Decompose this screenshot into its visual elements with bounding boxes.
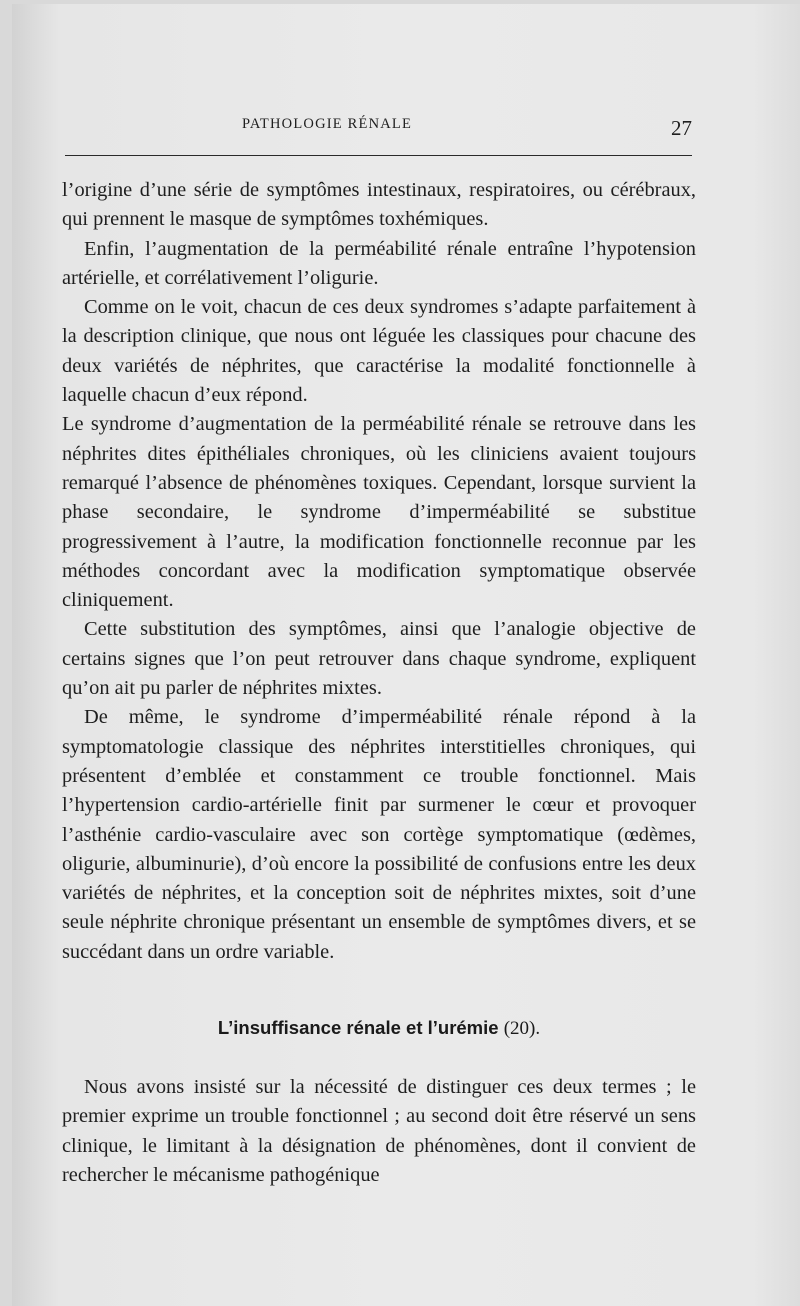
paragraph: Comme on le voit, chacun de ces deux syndromes s’adapte parfaitement à la description clinique, que nous ont léguée les classiques pour chacune des deux variétés de néphrites, que caractérise la modalité fonctionnelle à laquelle chacun d’eux répond. (62, 296, 696, 407)
paragraph: Enfin, l’augmentation de la perméabilité rénale entraîne l’hypotension artérielle, et corrélativement l’oligurie. (62, 237, 696, 289)
section-reference: (20). (503, 1018, 541, 1039)
page-header (62, 108, 692, 148)
paragraph: Nous avons insisté sur la nécessité de distinguer ces deux termes ; le premier exprime un trouble fonctionnel ; au second doit être réservé un sens clinique, le limitant à la désignation de phénomènes, dont il convient de rechercher le mécanisme pathogénique (62, 1076, 696, 1186)
section-title: L’insuffisance rénale et l’urémie (217, 1017, 499, 1038)
paragraph: De même, le syndrome d’imperméabilité rénale répond à la symptomatologie classique des néphrites interstitielles chroniques, qui présentent d’emblée et constamment ce trouble fonctionnel. Mais l’hypertension cardio-artérielle finit par surmener le cœur et provoquer l’asthénie cardio-vasculaire avec son cortège symptomatique (œdèmes, oligurie, albuminurie), d’où encore la possibilité de confusions entre les deux variétés de néphrites, et la conception soit de néphrites mixtes, soit d’une seule néphrite chronique présentant un ensemble de symptômes divers, et se succédant dans un ordre variable. (62, 706, 696, 963)
paragraph: l’origine d’une série de symptômes intestinaux, respiratoires, ou cérébraux, qui prennent le masque de symptômes toxhémiques. (62, 179, 696, 231)
paragraph: Cette substitution des symptômes, ainsi que l’analogie objective de certains signes que l’on peut retrouver dans chaque syndrome, expliquent qu’on ait pu parler de néphrites mixtes. (62, 618, 696, 700)
paragraph: Le syndrome d’augmentation de la perméabilité rénale se retrouve dans les néphrites dites épithéliales chroniques, où les cliniciens avaient toujours remarqué l’absence de phénomènes toxiques. Cependant, lorsque survient la phase secondaire, le syndrome d’imperméabilité se substitue progressivement à l’autre, la modification fonctionnelle reconnue par les méthodes concordant avec la modification symptomatique observée cliniquement. (62, 413, 696, 612)
section-heading (62, 1017, 696, 1040)
section-text (62, 1073, 696, 1190)
main-text (62, 176, 696, 967)
book-page (12, 4, 800, 1306)
page-number: 27 (671, 116, 692, 140)
header-rule (65, 155, 692, 156)
running-title: PATHOLOGIE RÉNALE (241, 116, 413, 132)
